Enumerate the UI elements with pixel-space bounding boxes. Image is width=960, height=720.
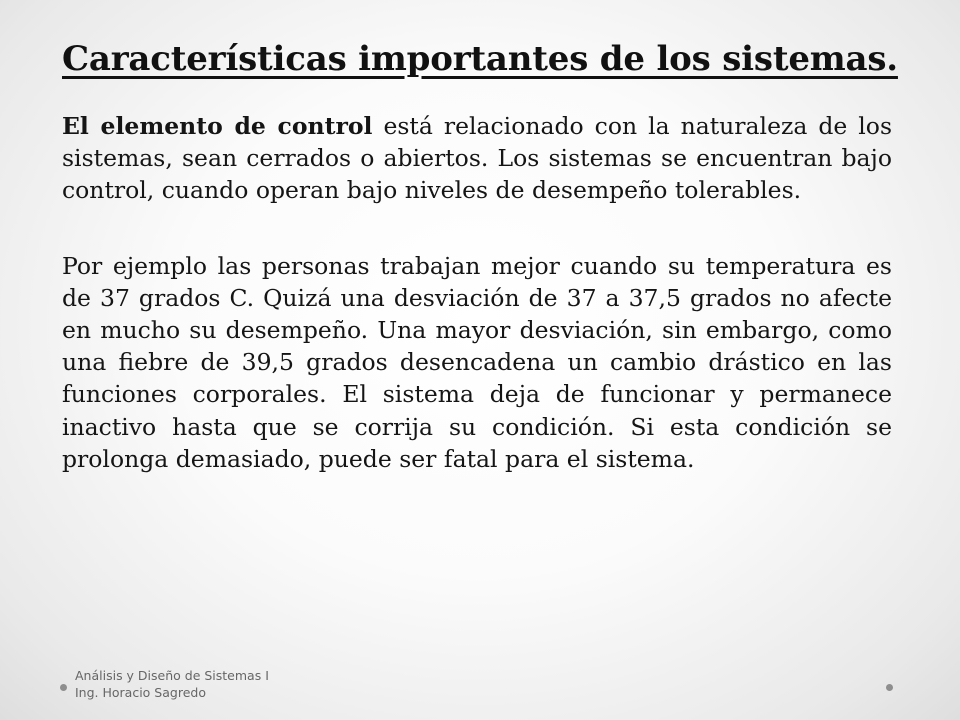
paragraph-1-text: está relacionado con la naturaleza de los sistemas, sean cerrados o abiertos. Los sistemas se encuentran bajo control, cuando operan bajo niveles de desempeño tolerables. xyxy=(62,112,893,205)
footer-right-dot-icon xyxy=(886,684,893,691)
footer xyxy=(75,667,269,701)
slide-title: Características importantes de los sistemas. xyxy=(62,39,898,79)
paragraph-bold-lead: El elemento de control xyxy=(62,112,373,140)
footer-left-dot-icon xyxy=(60,684,67,691)
footer-author: Ing. Horacio Sagredo xyxy=(75,685,206,700)
paragraph-control-element xyxy=(62,110,892,207)
paragraph-example: Por ejemplo las personas trabajan mejor cuando su temperatura es de 37 grados C. Quizá una desviación de 37 a 37,5 grados no afecte en mucho su desempeño. Una mayor desviación, sin embargo, como una fiebre de 39,5 grados desencadena un cambio drástico en las funciones corporales. El sistema deja de funcionar y permanece inactivo hasta que se corrija su condición. Si esta condición se prolonga demasiado, puede ser fatal para el sistema. xyxy=(62,251,892,473)
slide-body xyxy=(62,110,892,475)
footer-course: Análisis y Diseño de Sistemas I xyxy=(75,668,269,683)
